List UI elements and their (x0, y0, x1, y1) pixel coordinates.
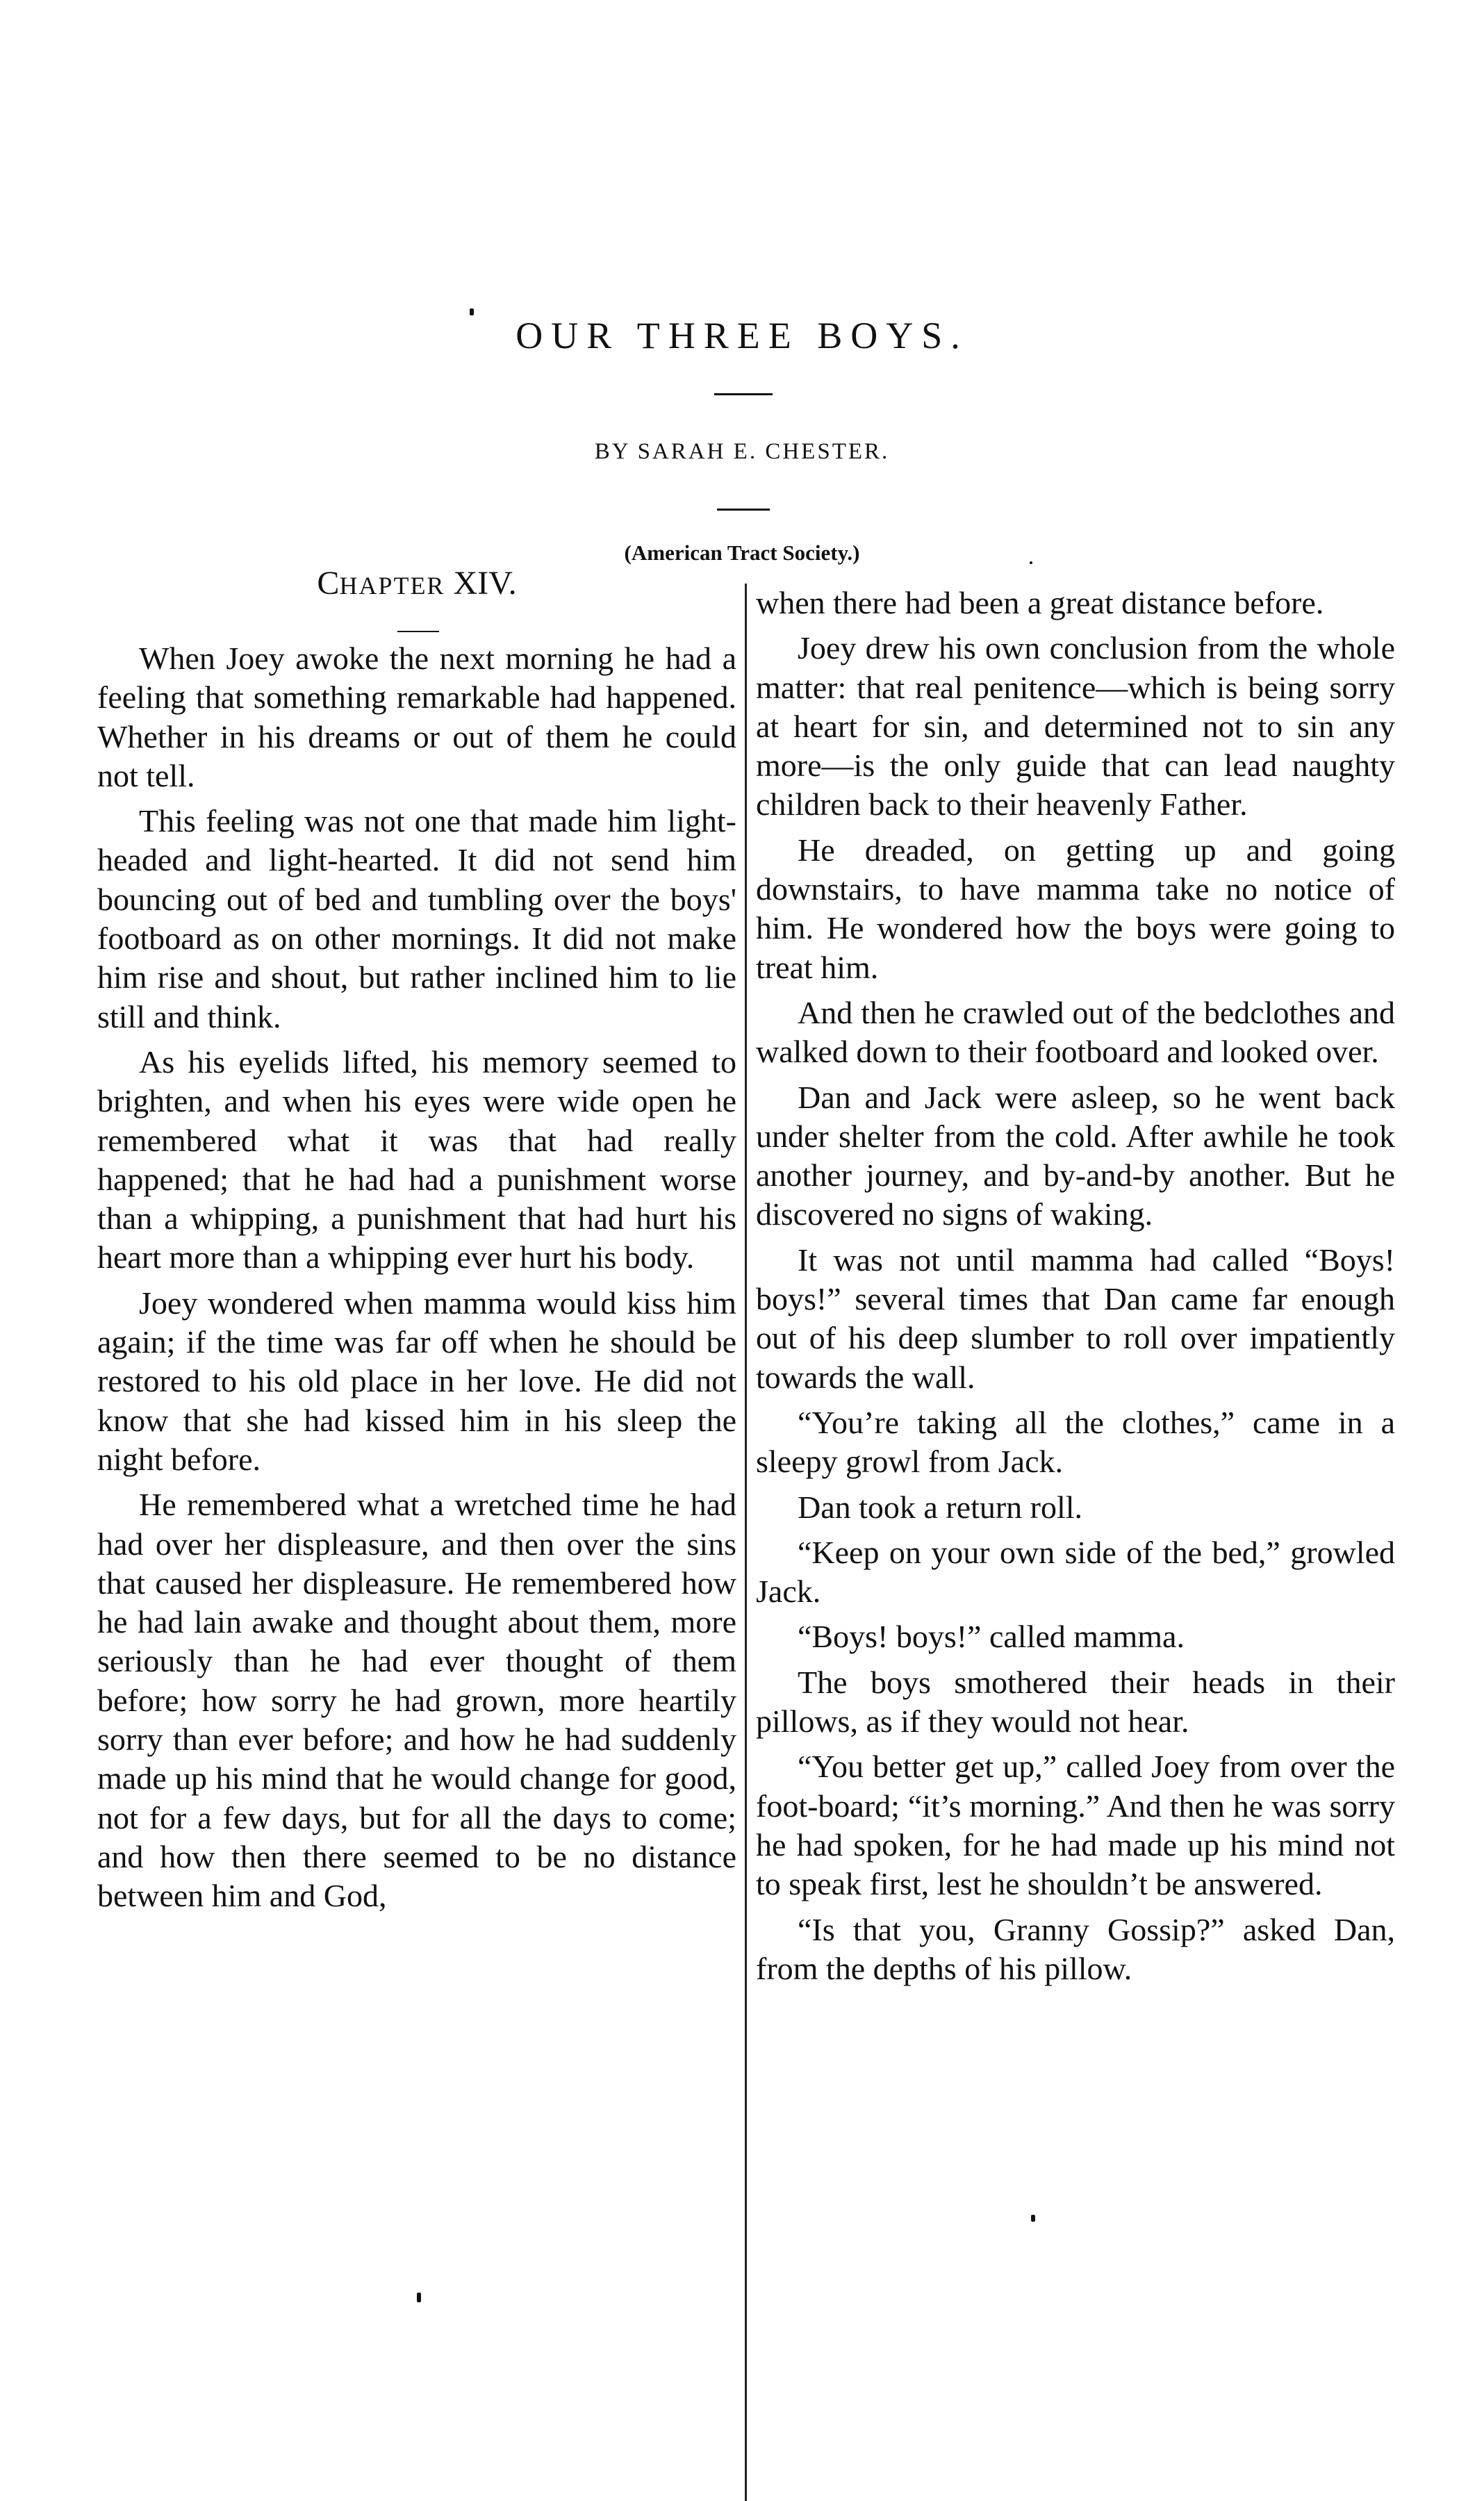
chapter-rule (397, 631, 439, 632)
paragraph: As his eyelids lifted, his memory seemed to brighten, and when his eyes were wide open he remembered what it was that had really happened; that he had had a punishment worse than a whipping, a punishment that had hurt his heart more than a whipping ever hurt his body. (97, 1043, 736, 1276)
paragraph: “Boys! boys!” called mamma. (798, 1619, 1185, 1655)
article-title: OUR THREE BOYS. (516, 315, 968, 356)
paragraph: Joey wondered when mamma would kiss him again; if the time was far off when he should be restored to his old place in her love. He did not know that she had kissed him in his sleep the night before. (97, 1285, 736, 1477)
paragraph: And then he crawled out of the bedclothes and walked down to their footboard and looked over. (756, 994, 1395, 1070)
scan-speck (1030, 561, 1032, 564)
author-byline: BY SARAH E. CHESTER. (594, 439, 890, 464)
scan-speck (417, 2293, 421, 2302)
paragraph: “Is that you, Granny Gossip?” asked Dan, from the depths of his pillow. (756, 1911, 1395, 1986)
paragraph: This feeling was not one that made him light-headed and light-hearted. It did not send him bouncing out of bed and tumbling over the boys' footboard as on other mornings. It did not make him rise and shout, but rather inclined him to lie still and think. (97, 803, 736, 1034)
column-divider (745, 584, 747, 2501)
paragraph: When Joey awoke the next morning he had a feeling that something remarkable had happened. Whether in his dreams or out of them he could not tell. (97, 641, 736, 793)
paragraph: “You’re taking all the clothes,” came in a sleepy growl from Jack. (756, 1404, 1395, 1480)
paragraph: He remembered what a wretched time he had had over her displeasure, and then over the sins that caused her displeasure. He remembered how he had lain awake and thought about them, more seriously than he had ever thought of them before; how sorry he had grown, more heartily sorry than ever before; and how he had suddenly made up his mind that he would change for good, not for a few days, but for all the days to come; and how then there seemed to be no distance between him and God, (97, 1487, 736, 1914)
chapter-label-smallcaps: HAPTER (339, 572, 445, 600)
chapter-label-initial: C (317, 565, 340, 602)
paragraph: He dreaded, on getting up and going downstairs, to have mamma take no notice of him. He wondered how the boys were going to treat him. (756, 832, 1395, 985)
right-column (756, 584, 1395, 1995)
byline-rule (717, 509, 770, 511)
paragraph: “You better get up,” called Joey from over the foot-board; “it’s morning.” And then he was sorry he had spoken, for he had made up his mind not to speak first, lest he shouldn’t be answered. (756, 1749, 1395, 1902)
paragraph: Dan and Jack were asleep, so he went back under shelter from the cold. After awhile he took another journey, and by-and-by another. But he discovered no signs of waking. (756, 1079, 1395, 1232)
scan-speck (470, 308, 474, 315)
scan-speck (1031, 2215, 1035, 2222)
chapter-heading (97, 561, 736, 608)
title-rule (714, 393, 773, 395)
paragraph: It was not until mamma had called “Boys! boys!” several times that Dan came far enough out of his deep slumber to roll over impatiently towards the wall. (756, 1241, 1395, 1395)
paragraph-continuation: when there had been a great distance before. (756, 585, 1324, 620)
chapter-numeral: XIV. (453, 565, 517, 602)
publisher-note: (American Tract Society.) (624, 540, 860, 565)
paragraph: Joey drew his own conclusion from the whole matter: that real penitence—which is being sorry at heart for sin, and determined not to sin any more—is the only guide that can lead naughty children back to their heavenly Father. (756, 630, 1395, 823)
paragraph: “Keep on your own side of the bed,” growled Jack. (756, 1534, 1395, 1610)
paragraph: The boys smothered their heads in their pillows, as if they would not hear. (756, 1664, 1395, 1740)
left-column (97, 639, 736, 1922)
paragraph: Dan took a return roll. (798, 1489, 1083, 1525)
